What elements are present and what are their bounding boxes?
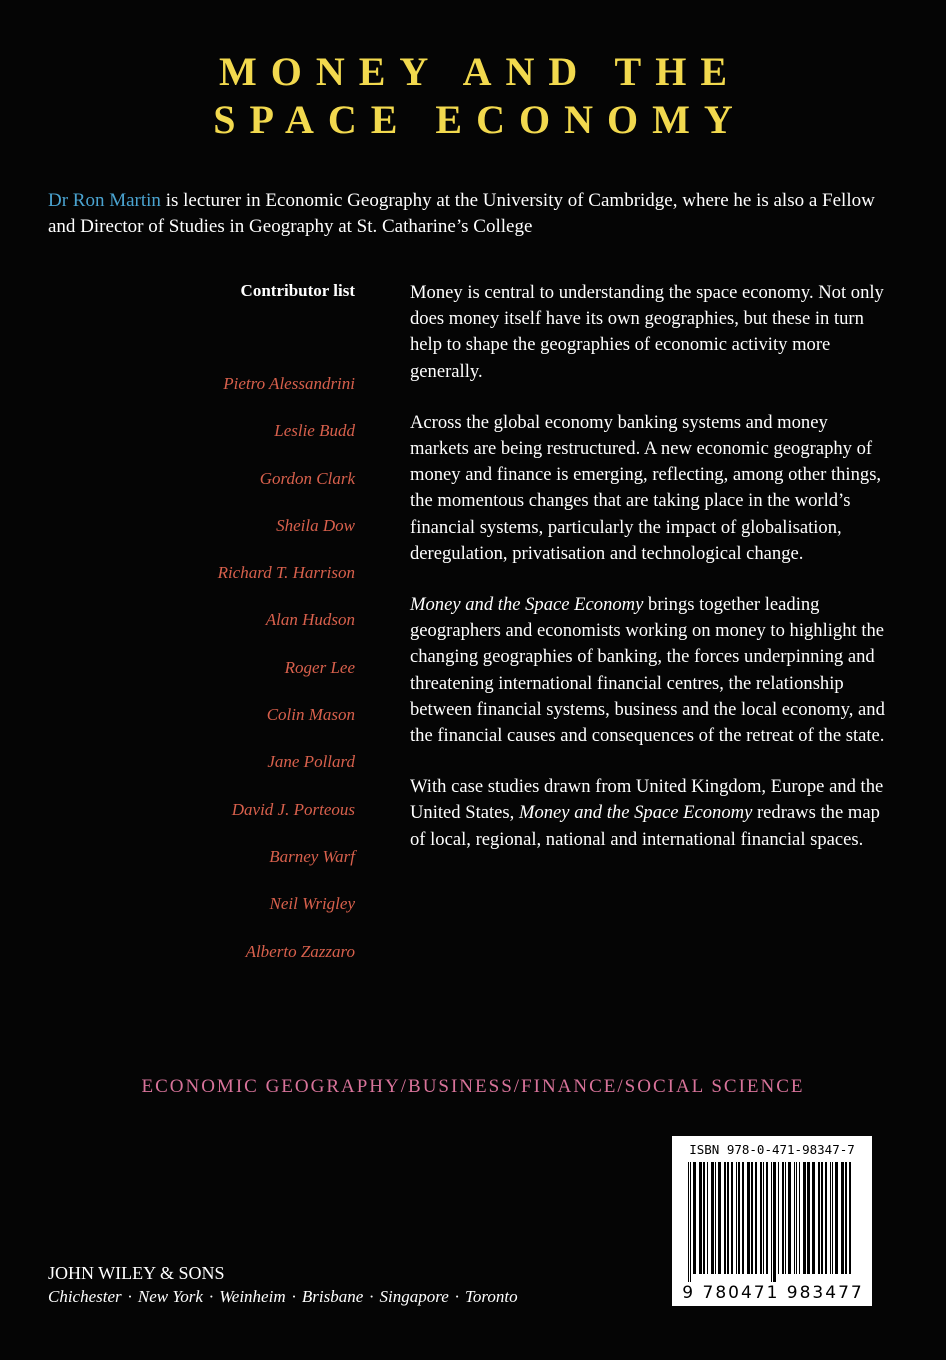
barcode-bar bbox=[841, 1162, 844, 1274]
barcode-bar bbox=[731, 1162, 733, 1274]
barcode-bar bbox=[711, 1162, 714, 1274]
description-paragraph-4-start: With case studies drawn from United Kingdom, Europe and the United States, bbox=[410, 776, 884, 824]
barcode-bar bbox=[738, 1162, 740, 1274]
city-separator: · bbox=[291, 1287, 296, 1306]
publisher-city: Toronto bbox=[465, 1287, 518, 1306]
contributor-name: Jane Pollard bbox=[267, 752, 355, 772]
city-separator: · bbox=[208, 1287, 214, 1306]
title-line-2: SPACE ECONOMY bbox=[213, 97, 747, 142]
contributor-name: Alan Hudson bbox=[265, 610, 355, 630]
barcode-bars bbox=[686, 1162, 858, 1282]
publisher-city: Chichester bbox=[48, 1287, 122, 1306]
book-title-italic: Money and the Space Economy bbox=[410, 594, 644, 616]
description-paragraph-1: Money is central to understanding the space economy. Not only does money itself have its own geographies, but these in turn help to shape the geographies of economic activity more generally. bbox=[410, 282, 884, 382]
barcode-bar bbox=[799, 1162, 800, 1274]
barcode-bar bbox=[690, 1162, 691, 1282]
contributor-name: Colin Mason bbox=[266, 705, 355, 725]
book-title-italic: Money and the Space Economy bbox=[518, 802, 753, 824]
barcode-bar bbox=[727, 1162, 729, 1274]
publisher-name: JOHN WILEY & SONS bbox=[48, 1263, 225, 1283]
barcode-bar bbox=[807, 1162, 810, 1274]
title-line-1: MONEY AND THE bbox=[218, 49, 742, 94]
contributor-name: Sheila Dow bbox=[276, 515, 355, 535]
publisher-city: Weinheim bbox=[219, 1287, 286, 1306]
barcode-bar bbox=[747, 1162, 750, 1274]
contributor-name: Barney Warf bbox=[269, 846, 355, 866]
barcode-bar bbox=[794, 1162, 795, 1274]
barcode-bar bbox=[718, 1162, 721, 1274]
barcode-bar bbox=[707, 1162, 708, 1274]
barcode-bar bbox=[830, 1162, 831, 1274]
publisher-cities bbox=[48, 1286, 518, 1308]
book-description bbox=[410, 280, 890, 878]
author-bio bbox=[48, 188, 898, 240]
barcode-bar bbox=[703, 1162, 705, 1274]
contributor-name: Pietro Alessandrini bbox=[223, 374, 355, 393]
barcode-bar bbox=[835, 1162, 838, 1274]
barcode-bar bbox=[688, 1162, 689, 1282]
description-paragraph-3-text: brings together leading geographers and economists working on money to highlight the changing geographies of banking, the forces underpinning and threatening international financial centres, the relationship between financial systems, business and the local economy, and the financial causes and consequences of the retreat of the state. bbox=[410, 594, 885, 747]
contributor-name: Alberto Zazzaro bbox=[245, 941, 355, 961]
city-separator: · bbox=[369, 1287, 374, 1306]
barcode-bar bbox=[736, 1162, 737, 1274]
description-paragraph-4 bbox=[410, 774, 890, 853]
book-title bbox=[0, 48, 946, 144]
publisher-city: Brisbane bbox=[301, 1287, 364, 1306]
barcode-bar bbox=[693, 1162, 696, 1274]
barcode-bar bbox=[760, 1162, 762, 1274]
description-paragraph-3 bbox=[410, 592, 890, 749]
publisher-city: New York bbox=[137, 1287, 203, 1306]
barcode-bar bbox=[788, 1162, 791, 1274]
contributor-list-heading: Contributor list bbox=[240, 281, 355, 300]
barcode-bar bbox=[849, 1162, 851, 1274]
description-paragraph-2: Across the global economy banking systems and money markets are being restructured. A new economic geography of money and finance is emerging, reflecting, among other things, the momentous changes that are taking place in the world’s financial systems, particularly the impact of globalisation, deregulation, privatisation and technological change. bbox=[410, 411, 882, 564]
barcode-bar bbox=[812, 1162, 815, 1274]
publisher-city: Singapore bbox=[379, 1287, 449, 1306]
isbn-barcode bbox=[672, 1136, 872, 1306]
city-separator: · bbox=[127, 1287, 132, 1306]
contributor-name: Neil Wrigley bbox=[269, 894, 355, 914]
contributor-name: Gordon Clark bbox=[259, 468, 355, 488]
barcode-bar bbox=[766, 1162, 768, 1274]
author-name: Dr Ron Martin bbox=[48, 190, 161, 211]
barcode-bar bbox=[724, 1162, 726, 1274]
barcode-bar bbox=[845, 1162, 847, 1274]
contributor-list bbox=[150, 373, 355, 988]
barcode-bar bbox=[803, 1162, 806, 1274]
barcode-bar bbox=[715, 1162, 716, 1274]
contributor-name: Leslie Budd bbox=[274, 421, 355, 441]
barcode-bar bbox=[755, 1162, 757, 1274]
barcode-bar bbox=[785, 1162, 786, 1274]
contributor-name: David J. Porteous bbox=[231, 799, 355, 819]
city-separator: · bbox=[454, 1287, 460, 1306]
barcode-bar bbox=[699, 1162, 702, 1274]
author-bio-text: is lecturer in Economic Geography at the University of Cambridge, where he is also a Fellow and Director of Studies in Geography at St. Catharine’s College bbox=[48, 190, 875, 237]
barcode-bar bbox=[773, 1162, 776, 1282]
barcode-bar bbox=[778, 1162, 779, 1274]
barcode-bar bbox=[832, 1162, 833, 1274]
barcode-bar bbox=[771, 1162, 772, 1282]
isbn-label: ISBN 978-0-471-98347-7 bbox=[689, 1142, 855, 1157]
contributor-name: Richard T. Harrison bbox=[217, 563, 355, 583]
barcode-bar bbox=[782, 1162, 784, 1274]
barcode-bar bbox=[825, 1162, 827, 1274]
barcode-bar bbox=[818, 1162, 820, 1274]
barcode-bar bbox=[751, 1162, 753, 1274]
isbn-digits: 9 780471 983477 bbox=[682, 1283, 864, 1303]
contributor-name: Roger Lee bbox=[284, 657, 355, 677]
barcode-bar bbox=[796, 1162, 797, 1274]
subject-categories: ECONOMIC GEOGRAPHY/BUSINESS/FINANCE/SOCIAL SCIENCE bbox=[141, 1076, 805, 1097]
barcode-bar bbox=[742, 1162, 744, 1274]
barcode-bar bbox=[763, 1162, 764, 1274]
description-paragraph-4-end: redraws the map of local, regional, national and international financial spaces. bbox=[410, 802, 880, 850]
barcode-bar bbox=[821, 1162, 823, 1274]
